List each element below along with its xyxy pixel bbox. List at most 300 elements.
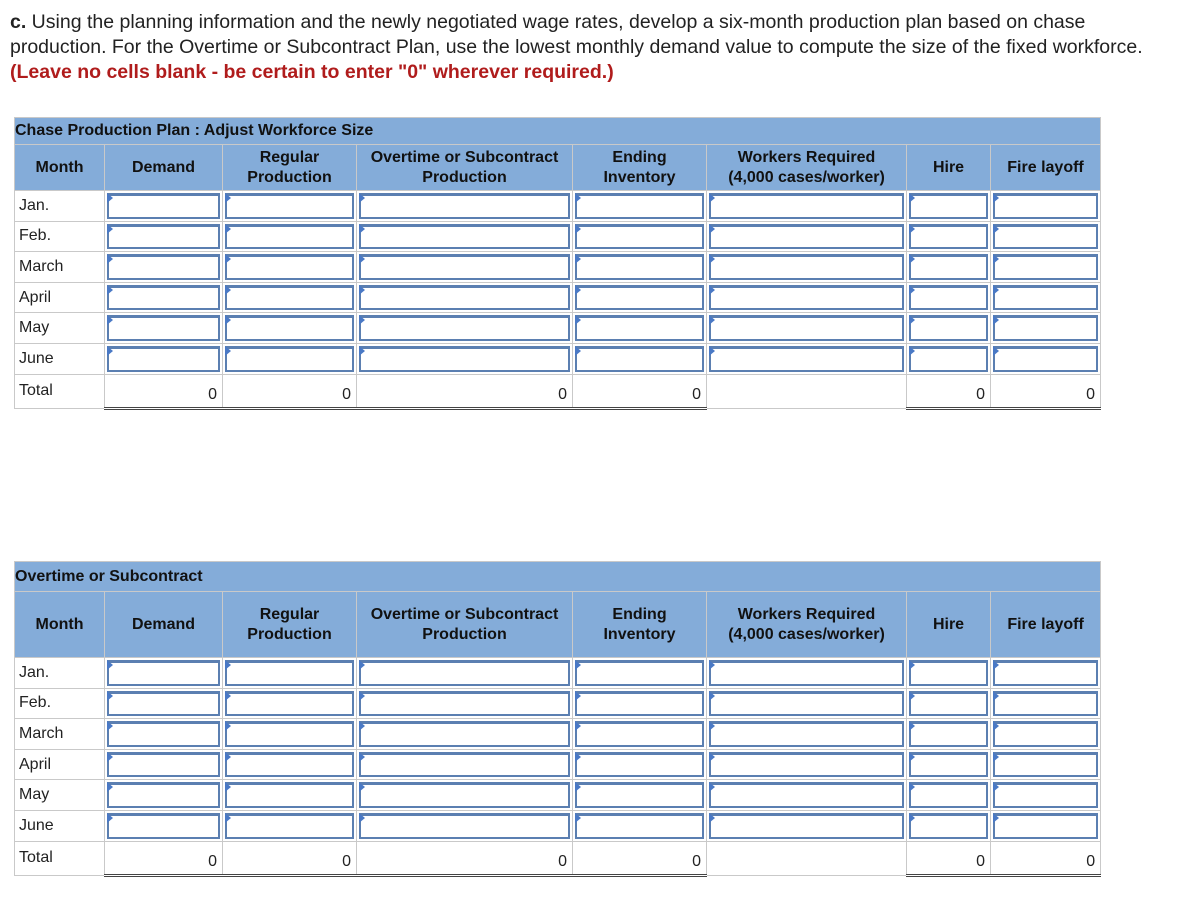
overtime-demand-input[interactable] <box>107 813 220 839</box>
overtime-ending-inventory-input[interactable] <box>575 721 704 747</box>
input-marker-icon <box>359 721 365 731</box>
chase-regular-production-input[interactable] <box>225 285 354 311</box>
question-text <box>10 10 1180 85</box>
regular-production-cell <box>223 810 357 841</box>
demand-cell <box>105 191 223 222</box>
month-row <box>15 688 1101 719</box>
total-hire: 0 <box>907 841 991 875</box>
chase-overtime-production-input[interactable] <box>359 254 570 280</box>
fire-layoff-cell <box>991 780 1101 811</box>
overtime-production-cell <box>357 719 573 750</box>
month-label: May <box>15 313 105 344</box>
input-marker-icon <box>575 285 581 295</box>
chase-workers-required-input[interactable] <box>709 254 904 280</box>
hire-cell <box>907 282 991 313</box>
input-marker-icon <box>575 224 581 234</box>
input-marker-icon <box>359 813 365 823</box>
chase-overtime-production-input[interactable] <box>359 193 570 219</box>
chase-ending-inventory-input[interactable] <box>575 346 704 372</box>
total-workers-blank <box>707 374 907 408</box>
fire-layoff-cell <box>991 282 1101 313</box>
chase-fire-layoff-input[interactable] <box>993 193 1098 219</box>
input-marker-icon <box>575 254 581 264</box>
input-marker-icon <box>993 224 999 234</box>
hire-cell <box>907 688 991 719</box>
input-marker-icon <box>709 721 715 731</box>
chase-workers-required-input[interactable] <box>709 315 904 341</box>
chase-overtime-production-input[interactable] <box>359 346 570 372</box>
demand-cell <box>105 688 223 719</box>
overtime-ending-inventory-input[interactable] <box>575 782 704 808</box>
total-ending-inventory: 0 <box>573 374 707 408</box>
input-marker-icon <box>575 193 581 203</box>
col-hire: Hire <box>907 145 991 191</box>
hire-cell <box>907 780 991 811</box>
input-marker-icon <box>909 254 915 264</box>
col-hire: Hire <box>907 592 991 658</box>
fire-layoff-cell <box>991 191 1101 222</box>
overtime-production-cell <box>357 252 573 283</box>
overtime-demand-input[interactable] <box>107 782 220 808</box>
demand-cell <box>105 313 223 344</box>
ending-inventory-cell <box>573 719 707 750</box>
chase-regular-production-input[interactable] <box>225 315 354 341</box>
overtime-production-cell <box>357 658 573 689</box>
chase-demand-input[interactable] <box>107 193 220 219</box>
input-marker-icon <box>909 721 915 731</box>
demand-cell <box>105 810 223 841</box>
month-row <box>15 313 1101 344</box>
workers-required-cell <box>707 221 907 252</box>
overtime-overtime-production-input[interactable] <box>359 782 570 808</box>
total-label: Total <box>15 841 105 875</box>
input-marker-icon <box>225 660 231 670</box>
input-marker-icon <box>909 315 915 325</box>
regular-production-cell <box>223 688 357 719</box>
chase-fire-layoff-input[interactable] <box>993 254 1098 280</box>
demand-cell <box>105 719 223 750</box>
input-marker-icon <box>709 193 715 203</box>
month-label: Feb. <box>15 688 105 719</box>
overtime-hire-input[interactable] <box>909 782 988 808</box>
table-title: Overtime or Subcontract <box>15 562 1101 592</box>
overtime-workers-required-input[interactable] <box>709 691 904 717</box>
chase-hire-input[interactable] <box>909 254 988 280</box>
ending-inventory-cell <box>573 252 707 283</box>
overtime-overtime-production-input[interactable] <box>359 813 570 839</box>
overtime-overtime-production-input[interactable] <box>359 721 570 747</box>
total-regular-production: 0 <box>223 841 357 875</box>
chase-ending-inventory-input[interactable] <box>575 193 704 219</box>
overtime-demand-input[interactable] <box>107 660 220 686</box>
input-marker-icon <box>225 346 231 356</box>
overtime-ending-inventory-input[interactable] <box>575 660 704 686</box>
ending-inventory-cell <box>573 313 707 344</box>
question-body: Using the planning information and the newly negotiated wage rates, develop a six-month production plan based on chase production. For the Overtime or Subcontract Plan, use the lowest monthly demand value to compute the size of the fixed workforce. <box>10 11 1143 58</box>
input-marker-icon <box>107 193 113 203</box>
input-marker-icon <box>709 346 715 356</box>
input-marker-icon <box>709 660 715 670</box>
input-marker-icon <box>107 315 113 325</box>
chase-fire-layoff-input[interactable] <box>993 285 1098 311</box>
input-marker-icon <box>107 752 113 762</box>
overtime-regular-production-input[interactable] <box>225 691 354 717</box>
col-overtime-production: Overtime or Subcontract Production <box>357 592 573 658</box>
input-marker-icon <box>225 752 231 762</box>
fire-layoff-cell <box>991 252 1101 283</box>
overtime-production-cell <box>357 810 573 841</box>
overtime-overtime-production-input[interactable] <box>359 752 570 778</box>
hire-cell <box>907 749 991 780</box>
ending-inventory-cell <box>573 749 707 780</box>
hire-cell <box>907 810 991 841</box>
overtime-overtime-production-input[interactable] <box>359 691 570 717</box>
input-marker-icon <box>709 224 715 234</box>
col-workers-required: Workers Required (4,000 cases/worker) <box>707 145 907 191</box>
overtime-workers-required-input[interactable] <box>709 721 904 747</box>
overtime-hire-input[interactable] <box>909 660 988 686</box>
input-marker-icon <box>575 315 581 325</box>
overtime-fire-layoff-input[interactable] <box>993 660 1098 686</box>
month-label: April <box>15 749 105 780</box>
question-label: c. <box>10 11 27 33</box>
total-label: Total <box>15 374 105 408</box>
input-marker-icon <box>709 691 715 701</box>
demand-cell <box>105 252 223 283</box>
input-marker-icon <box>225 285 231 295</box>
overtime-plan-table <box>14 561 1101 877</box>
input-marker-icon <box>909 346 915 356</box>
workers-required-cell <box>707 688 907 719</box>
chase-demand-input[interactable] <box>107 315 220 341</box>
overtime-workers-required-input[interactable] <box>709 813 904 839</box>
demand-cell <box>105 780 223 811</box>
col-demand: Demand <box>105 592 223 658</box>
chase-ending-inventory-input[interactable] <box>575 285 704 311</box>
overtime-workers-required-input[interactable] <box>709 752 904 778</box>
total-demand: 0 <box>105 374 223 408</box>
month-row <box>15 658 1101 689</box>
overtime-fire-layoff-input[interactable] <box>993 721 1098 747</box>
input-marker-icon <box>107 691 113 701</box>
month-label: Jan. <box>15 191 105 222</box>
overtime-regular-production-input[interactable] <box>225 721 354 747</box>
chase-demand-input[interactable] <box>107 254 220 280</box>
month-row <box>15 780 1101 811</box>
overtime-ending-inventory-input[interactable] <box>575 691 704 717</box>
input-marker-icon <box>107 346 113 356</box>
input-marker-icon <box>993 346 999 356</box>
total-fire-layoff: 0 <box>991 841 1101 875</box>
overtime-production-cell <box>357 313 573 344</box>
ending-inventory-cell <box>573 780 707 811</box>
ending-inventory-cell <box>573 658 707 689</box>
overtime-regular-production-input[interactable] <box>225 782 354 808</box>
hire-cell <box>907 221 991 252</box>
input-marker-icon <box>359 193 365 203</box>
regular-production-cell <box>223 191 357 222</box>
regular-production-cell <box>223 282 357 313</box>
total-overtime-production: 0 <box>357 374 573 408</box>
month-row <box>15 252 1101 283</box>
chase-demand-input[interactable] <box>107 224 220 250</box>
overtime-workers-required-input[interactable] <box>709 782 904 808</box>
input-marker-icon <box>359 346 365 356</box>
input-marker-icon <box>359 285 365 295</box>
workers-required-cell <box>707 810 907 841</box>
workers-required-cell <box>707 252 907 283</box>
input-marker-icon <box>359 691 365 701</box>
overtime-ending-inventory-input[interactable] <box>575 752 704 778</box>
overtime-regular-production-input[interactable] <box>225 752 354 778</box>
overtime-fire-layoff-input[interactable] <box>993 813 1098 839</box>
regular-production-cell <box>223 221 357 252</box>
input-marker-icon <box>225 224 231 234</box>
chase-regular-production-input[interactable] <box>225 224 354 250</box>
total-workers-blank <box>707 841 907 875</box>
overtime-hire-input[interactable] <box>909 752 988 778</box>
col-month: Month <box>15 145 105 191</box>
fire-layoff-cell <box>991 658 1101 689</box>
input-marker-icon <box>225 813 231 823</box>
regular-production-cell <box>223 780 357 811</box>
overtime-hire-input[interactable] <box>909 721 988 747</box>
fire-layoff-cell <box>991 719 1101 750</box>
total-ending-inventory: 0 <box>573 841 707 875</box>
demand-cell <box>105 658 223 689</box>
chase-workers-required-input[interactable] <box>709 346 904 372</box>
month-label: March <box>15 719 105 750</box>
input-marker-icon <box>709 285 715 295</box>
overtime-production-cell <box>357 688 573 719</box>
regular-production-cell <box>223 313 357 344</box>
overtime-ending-inventory-input[interactable] <box>575 813 704 839</box>
input-marker-icon <box>575 721 581 731</box>
regular-production-cell <box>223 658 357 689</box>
ending-inventory-cell <box>573 688 707 719</box>
fire-layoff-cell <box>991 810 1101 841</box>
fire-layoff-cell <box>991 688 1101 719</box>
input-marker-icon <box>575 813 581 823</box>
col-regular-production: Regular Production <box>223 592 357 658</box>
chase-workers-required-input[interactable] <box>709 224 904 250</box>
chase-hire-input[interactable] <box>909 193 988 219</box>
overtime-fire-layoff-input[interactable] <box>993 691 1098 717</box>
col-regular-production: Regular Production <box>223 145 357 191</box>
overtime-demand-input[interactable] <box>107 752 220 778</box>
regular-production-cell <box>223 252 357 283</box>
workers-required-cell <box>707 282 907 313</box>
input-marker-icon <box>575 752 581 762</box>
month-label: March <box>15 252 105 283</box>
col-fire-layoff: Fire layoff <box>991 145 1101 191</box>
input-marker-icon <box>993 660 999 670</box>
input-marker-icon <box>909 813 915 823</box>
hire-cell <box>907 719 991 750</box>
col-ending-inventory: Ending Inventory <box>573 592 707 658</box>
input-marker-icon <box>709 315 715 325</box>
chase-hire-input[interactable] <box>909 285 988 311</box>
overtime-production-cell <box>357 343 573 374</box>
col-overtime-production: Overtime or Subcontract Production <box>357 145 573 191</box>
overtime-overtime-production-input[interactable] <box>359 660 570 686</box>
input-marker-icon <box>575 346 581 356</box>
month-label: Jan. <box>15 658 105 689</box>
input-marker-icon <box>225 782 231 792</box>
chase-regular-production-input[interactable] <box>225 254 354 280</box>
workers-required-cell <box>707 719 907 750</box>
chase-workers-required-input[interactable] <box>709 285 904 311</box>
input-marker-icon <box>107 254 113 264</box>
ending-inventory-cell <box>573 343 707 374</box>
chase-ending-inventory-input[interactable] <box>575 315 704 341</box>
input-marker-icon <box>993 193 999 203</box>
input-marker-icon <box>107 285 113 295</box>
chase-overtime-production-input[interactable] <box>359 285 570 311</box>
input-marker-icon <box>107 224 113 234</box>
demand-cell <box>105 282 223 313</box>
col-ending-inventory: Ending Inventory <box>573 145 707 191</box>
input-marker-icon <box>709 254 715 264</box>
input-marker-icon <box>107 782 113 792</box>
overtime-hire-input[interactable] <box>909 691 988 717</box>
workers-required-cell <box>707 780 907 811</box>
chase-fire-layoff-input[interactable] <box>993 224 1098 250</box>
chase-workers-required-input[interactable] <box>709 193 904 219</box>
ending-inventory-cell <box>573 221 707 252</box>
total-demand: 0 <box>105 841 223 875</box>
chase-overtime-production-input[interactable] <box>359 224 570 250</box>
fire-layoff-cell <box>991 221 1101 252</box>
input-marker-icon <box>993 254 999 264</box>
chase-demand-input[interactable] <box>107 346 220 372</box>
workers-required-cell <box>707 191 907 222</box>
input-marker-icon <box>993 752 999 762</box>
overtime-demand-input[interactable] <box>107 721 220 747</box>
total-hire: 0 <box>907 374 991 408</box>
month-label: Feb. <box>15 221 105 252</box>
input-marker-icon <box>909 224 915 234</box>
chase-fire-layoff-input[interactable] <box>993 346 1098 372</box>
month-row <box>15 749 1101 780</box>
total-row <box>15 374 1101 408</box>
month-label: May <box>15 780 105 811</box>
input-marker-icon <box>575 782 581 792</box>
month-label: April <box>15 282 105 313</box>
input-marker-icon <box>107 721 113 731</box>
chase-ending-inventory-input[interactable] <box>575 224 704 250</box>
overtime-fire-layoff-input[interactable] <box>993 752 1098 778</box>
overtime-production-cell <box>357 282 573 313</box>
fire-layoff-cell <box>991 313 1101 344</box>
input-marker-icon <box>909 193 915 203</box>
input-marker-icon <box>709 752 715 762</box>
input-marker-icon <box>359 315 365 325</box>
input-marker-icon <box>225 691 231 701</box>
overtime-production-cell <box>357 191 573 222</box>
regular-production-cell <box>223 749 357 780</box>
hire-cell <box>907 343 991 374</box>
chase-ending-inventory-input[interactable] <box>575 254 704 280</box>
input-marker-icon <box>909 782 915 792</box>
col-fire-layoff: Fire layoff <box>991 592 1101 658</box>
workers-required-cell <box>707 313 907 344</box>
overtime-workers-required-input[interactable] <box>709 660 904 686</box>
chase-regular-production-input[interactable] <box>225 193 354 219</box>
overtime-demand-input[interactable] <box>107 691 220 717</box>
demand-cell <box>105 343 223 374</box>
hire-cell <box>907 313 991 344</box>
input-marker-icon <box>359 254 365 264</box>
demand-cell <box>105 221 223 252</box>
overtime-production-cell <box>357 780 573 811</box>
overtime-production-cell <box>357 221 573 252</box>
overtime-production-cell <box>357 749 573 780</box>
chase-regular-production-input[interactable] <box>225 346 354 372</box>
input-marker-icon <box>709 813 715 823</box>
col-workers-required: Workers Required (4,000 cases/worker) <box>707 592 907 658</box>
workers-required-cell <box>707 749 907 780</box>
chase-hire-input[interactable] <box>909 224 988 250</box>
ending-inventory-cell <box>573 810 707 841</box>
month-row <box>15 343 1101 374</box>
workers-required-cell <box>707 658 907 689</box>
input-marker-icon <box>359 224 365 234</box>
input-marker-icon <box>225 315 231 325</box>
input-marker-icon <box>709 782 715 792</box>
input-marker-icon <box>909 752 915 762</box>
input-marker-icon <box>225 193 231 203</box>
input-marker-icon <box>993 813 999 823</box>
input-marker-icon <box>359 752 365 762</box>
total-regular-production: 0 <box>223 374 357 408</box>
hire-cell <box>907 191 991 222</box>
total-overtime-production: 0 <box>357 841 573 875</box>
regular-production-cell <box>223 719 357 750</box>
chase-overtime-production-input[interactable] <box>359 315 570 341</box>
input-marker-icon <box>993 721 999 731</box>
chase-demand-input[interactable] <box>107 285 220 311</box>
chase-hire-input[interactable] <box>909 346 988 372</box>
chase-plan-table <box>14 117 1101 410</box>
input-marker-icon <box>993 285 999 295</box>
month-row <box>15 282 1101 313</box>
input-marker-icon <box>225 721 231 731</box>
question-warning: (Leave no cells blank - be certain to enter "0" wherever required.) <box>10 61 614 83</box>
total-fire-layoff: 0 <box>991 374 1101 408</box>
input-marker-icon <box>359 660 365 670</box>
month-row <box>15 719 1101 750</box>
chase-hire-input[interactable] <box>909 315 988 341</box>
month-row <box>15 221 1101 252</box>
chase-fire-layoff-input[interactable] <box>993 315 1098 341</box>
overtime-regular-production-input[interactable] <box>225 660 354 686</box>
table-title: Chase Production Plan : Adjust Workforce Size <box>15 118 1101 145</box>
demand-cell <box>105 749 223 780</box>
input-marker-icon <box>225 254 231 264</box>
input-marker-icon <box>909 660 915 670</box>
overtime-hire-input[interactable] <box>909 813 988 839</box>
col-month: Month <box>15 592 105 658</box>
input-marker-icon <box>993 782 999 792</box>
overtime-fire-layoff-input[interactable] <box>993 782 1098 808</box>
fire-layoff-cell <box>991 749 1101 780</box>
ending-inventory-cell <box>573 282 707 313</box>
month-label: June <box>15 810 105 841</box>
overtime-regular-production-input[interactable] <box>225 813 354 839</box>
input-marker-icon <box>359 782 365 792</box>
input-marker-icon <box>107 813 113 823</box>
